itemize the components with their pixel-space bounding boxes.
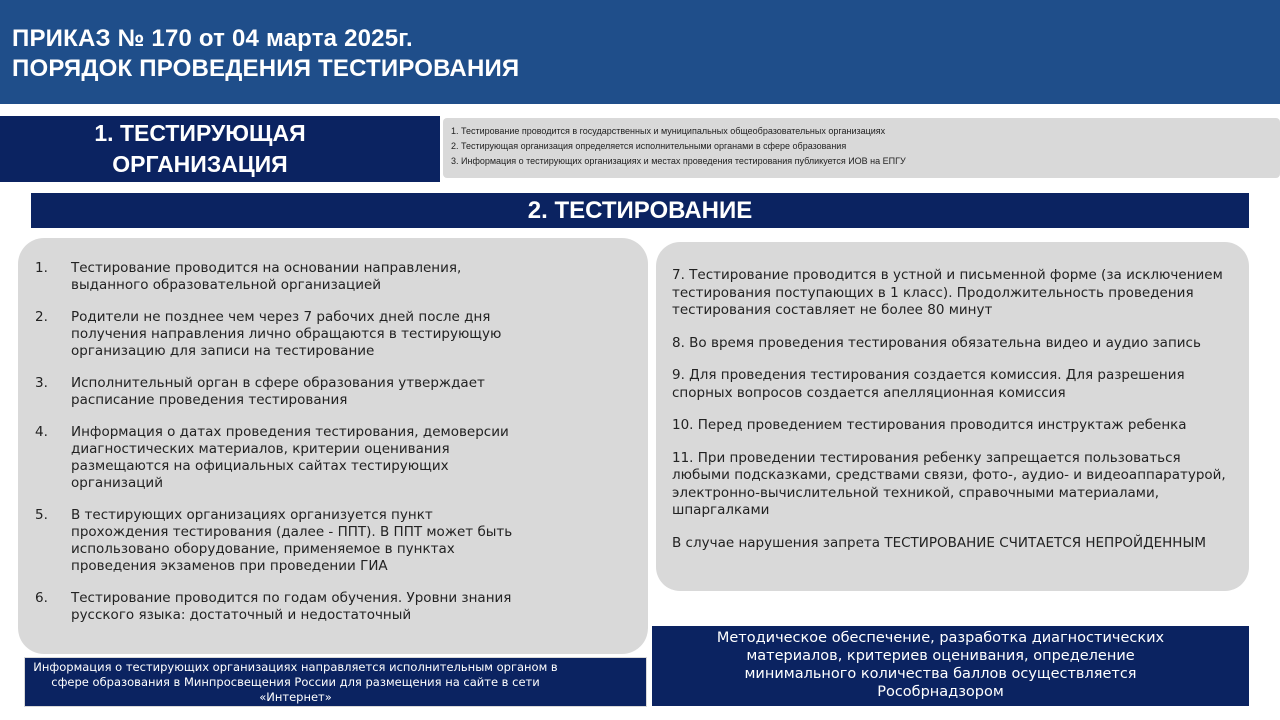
testing-rules-right-panel [656,242,1249,591]
header-title-line1: ПРИКАЗ № 170 от 04 марта 2025г. [12,25,413,52]
rule-text: Информация о датах проведения тестирования, демоверсии диагностических материалов, критерии оценивания размещаются на официальных сайтах тестирующих организаций [71,424,509,491]
rule-item-4 [34,424,628,492]
rule-item-7: 7. Тестирование проводится в устной и письменной форме (за исключением тестирования поступающих в 1 класс). Продолжительность проведения тестирования составляет не более 80 минут [672,267,1223,318]
rule-item-5 [34,507,628,575]
violation-note: В случае нарушения запрета ТЕСТИРОВАНИЕ СЧИТАЕТСЯ НЕПРОЙДЕННЫМ [672,534,1207,551]
rule-item-10: 10. Перед проведением тестирования проводится инструктаж ребенка [672,417,1187,433]
info-publication-box: Информация о тестирующих организациях направляется исполнительным органом в сфере образования в Минпросвещения России для размещения на сайте в сети «Интернет» [24,657,647,707]
slide-header [0,0,1280,104]
section1-title [0,116,440,182]
rule-number: 2. [35,309,48,325]
rule-item-8: 8. Во время проведения тестирования обязательна видео и аудио запись [672,334,1201,351]
section1-note-1: 1. Тестирование проводится в государственных и муниципальных общеобразовательных организациях [451,126,886,136]
rule-text: В тестирующих организациях организуется пункт прохождения тестирования (далее - ППТ). В ППТ может быть использовано оборудование, применяемое в пунктах проведения экзаменов при проведении ГИА [71,507,513,574]
rule-number: 4. [35,424,48,440]
methodical-support-box: Методическое обеспечение, разработка диагностических материалов, критериев оценивания, определение минимального количества баллов осуществляется Рособрнадзором [652,626,1249,706]
rule-text: Тестирование проводится на основании направления, выданного образовательной организацией [71,260,462,293]
rule-item-6 [34,590,628,624]
rule-item-2 [34,309,628,360]
section1-notes [443,118,1280,178]
rule-item-1 [34,260,628,294]
rule-item-3 [34,375,628,409]
rule-number: 1. [35,260,48,276]
rule-text: Исполнительный орган в сфере образования утверждает расписание проведения тестирования [71,375,485,408]
testing-rules-left-panel [18,238,648,654]
section1-title-line1: 1. ТЕСТИРУЮЩАЯ [94,120,306,146]
rule-number: 3. [35,375,48,391]
rule-text: Родители не позднее чем через 7 рабочих дней после дня получения направления лично обращаются в тестирующую организацию для записи на тестирование [71,309,502,359]
section1-note-2: 2. Тестирующая организация определяется исполнительными органами в сфере образования [451,141,847,151]
rule-item-9: 9. Для проведения тестирования создается комиссия. Для разрешения спорных вопросов создается апелляционная комиссия [672,367,1185,401]
rule-item-11: 11. При проведении тестирования ребенку запрещается пользоваться любыми подсказками, средствами связи, фото-, аудио- и видеоаппаратурой, электронно-вычислительной техникой, справочными материалами, шпаргалками [672,449,1226,518]
rule-number: 6. [35,590,48,606]
section2-title: 2. ТЕСТИРОВАНИЕ [31,193,1249,228]
header-title-line2: ПОРЯДОК ПРОВЕДЕНИЯ ТЕСТИРОВАНИЯ [12,55,520,82]
section1-note-3: 3. Информация о тестирующих организациях и местах проведения тестирования публикуется ИОВ на ЕПГУ [451,156,906,166]
rule-number: 5. [35,507,48,523]
section1-title-line2: ОРГАНИЗАЦИЯ [112,151,288,177]
rule-text: Тестирование проводится по годам обучения. Уровни знания русского языка: достаточный и недостаточный [71,590,512,623]
